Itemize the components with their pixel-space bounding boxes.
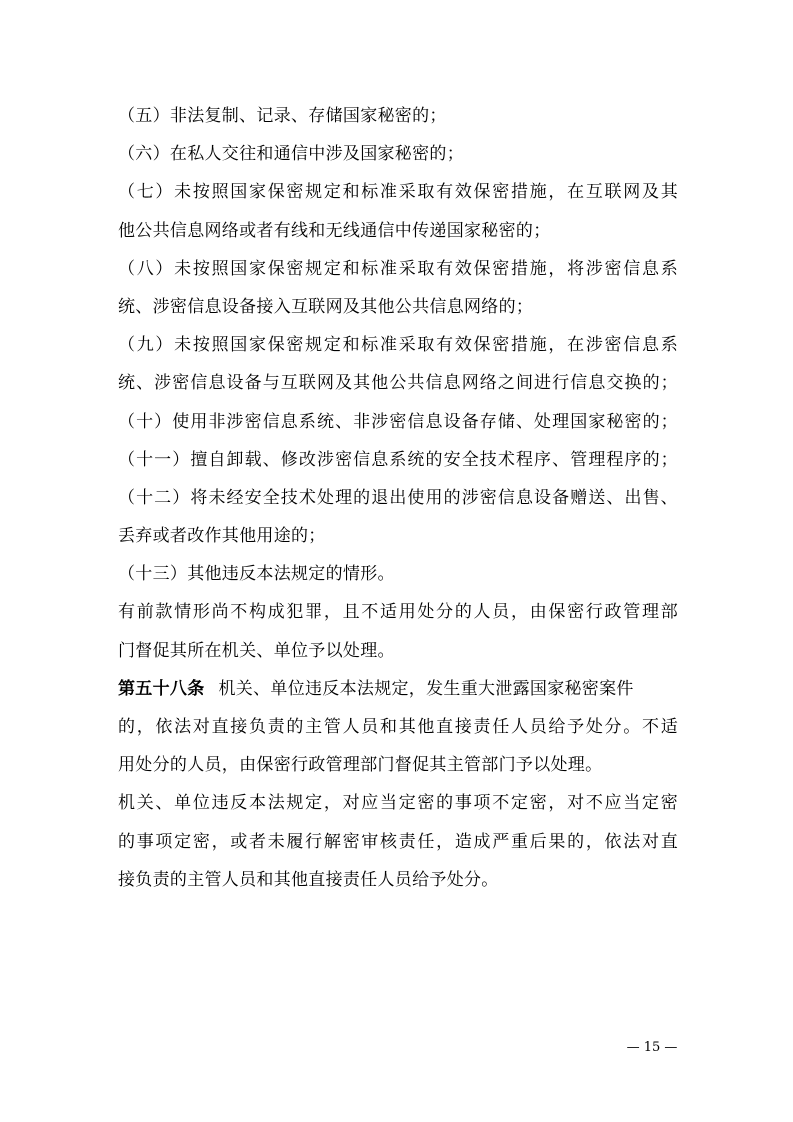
text-line: 有前款情形尚不构成犯罪，且不适用处分的人员，由保密行政管理部 bbox=[118, 602, 678, 623]
text-line: （八）未按照国家保密规定和标准采取有效保密措施，将涉密信息系 bbox=[118, 258, 678, 279]
text-line: 丢弃或者改作其他用途的； bbox=[118, 526, 326, 547]
text-line: 门督促其所在机关、单位予以处理。 bbox=[118, 640, 395, 661]
text-line: （十）使用非涉密信息系统、非涉密信息设备存储、处理国家秘密的； bbox=[118, 411, 678, 432]
text-line: （十一）擅自卸载、修改涉密信息系统的安全技术程序、管理程序的； bbox=[118, 449, 678, 470]
text-line: 接负责的主管人员和其他直接责任人员给予处分。 bbox=[118, 869, 499, 890]
text-line: （十二）将未经安全技术处理的退出使用的涉密信息设备赠送、出售、 bbox=[118, 487, 678, 508]
text-line: 的事项定密，或者未履行解密审核责任，造成严重后果的，依法对直 bbox=[118, 831, 678, 852]
article-heading: 第五十八条 bbox=[118, 678, 205, 699]
article-first-line bbox=[118, 670, 678, 708]
text-line: （九）未按照国家保密规定和标准采取有效保密措施，在涉密信息系 bbox=[118, 335, 678, 356]
text-line: 他公共信息网络或者有线和无线通信中传递国家秘密的； bbox=[118, 220, 551, 241]
text-line: （五）非法复制、记录、存储国家秘密的； bbox=[118, 106, 447, 126]
document-body bbox=[118, 97, 678, 899]
text-line: （十三）其他违反本法规定的情形。 bbox=[118, 564, 395, 585]
text-line: 统、涉密信息设备接入互联网及其他公共信息网络的； bbox=[118, 296, 534, 317]
page-number: — 15 — bbox=[626, 1040, 678, 1055]
text-line: （七）未按照国家保密规定和标准采取有效保密措施，在互联网及其 bbox=[118, 182, 678, 203]
text-line: 用处分的人员，由保密行政管理部门督促其主管部门予以处理。 bbox=[118, 755, 603, 776]
text-line: 统、涉密信息设备与互联网及其他公共信息网络之间进行信息交换的； bbox=[118, 373, 678, 394]
article-text: 机关、单位违反本法规定，发生重大泄露国家秘密案件 bbox=[218, 678, 634, 699]
text-line: （六）在私人交往和通信中涉及国家秘密的； bbox=[118, 144, 464, 165]
text-line: 的，依法对直接负责的主管人员和其他直接责任人员给予处分。不适 bbox=[118, 717, 678, 737]
text-line: 机关、单位违反本法规定，对应当定密的事项不定密，对不应当定密 bbox=[118, 793, 678, 814]
